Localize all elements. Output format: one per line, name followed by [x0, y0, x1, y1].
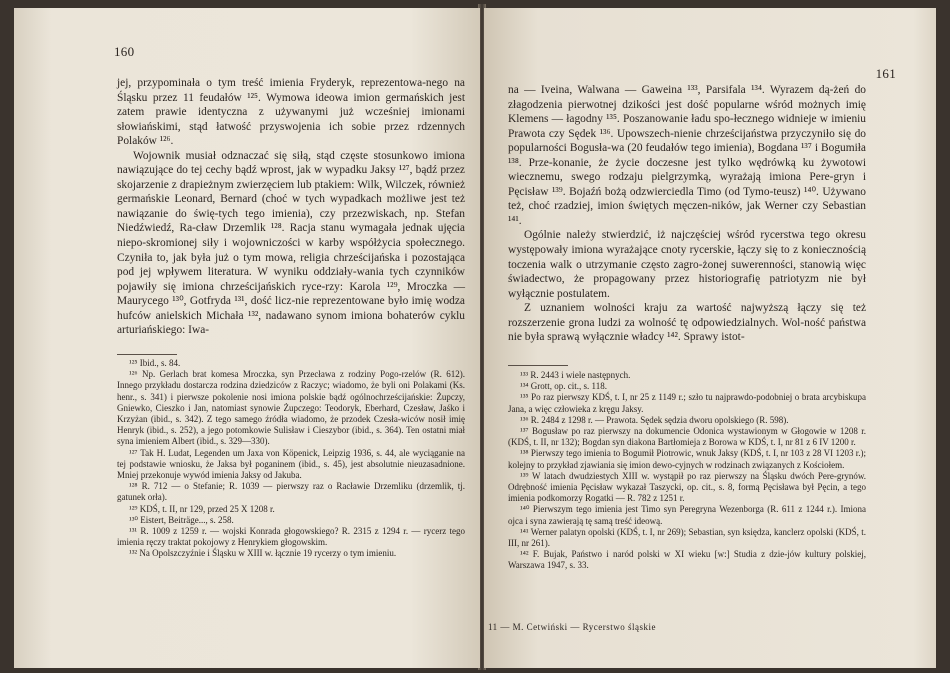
footnote: ¹³⁶ R. 2484 z 1298 r. — Prawota. Sędek sędzia dworu opolskiego (R. 598).: [520, 414, 789, 425]
paragraph: Z uznaniem wolności kraju za wartość najwyższą łączy się też rozszerzenie grona ludzi za wolność tę odpowiedzialnych. Wol-ność państwa nie była sprawą wyłącznie władcy ¹⁴². Sprawy istot-: [508, 302, 866, 344]
footnote: ¹²⁹ KDŚ, t. II, nr 129, przed 25 X 1208 r.: [129, 503, 275, 514]
footnote: ¹³¹ R. 1009 z 1259 r. — wojski Konrada głogowskiego? R. 2315 z 1294 r. — rycerz tego imienia ręczy traktat pokojowy z Henrykiem głogowskim.: [117, 526, 465, 548]
footnote: ¹³⁷ Bogusław po raz pierwszy na dokumencie Odonica wystawionym w Głogowie w 1208 r. (KDŚ, t. II, nr 132); Bogdan syn diakona Bartłomieja z Borowa w KDŚ, t. I, nr 81 z 6 IV 1200 r.: [508, 426, 866, 448]
paragraph: na — Iveina, Walwana — Gaweina ¹³³, Parsifala ¹³⁴. Wyrazem dą-żeń do złagodzenia pierwotnej dzikości jest dość popularne wśród możnych imię Klemens — łagodny ¹³⁵. Poszanowanie ładu spo-łecznego widnieje w imieniu Prawota czy Sędek ¹³⁶. Upowszech-nienie chrześcijaństwa przyczyniło się do popularności Bogusła-wa (20 feudałów tego imienia), Bogdana ¹³⁷ i Bogumiła ¹³⁸. Prze-konanie, że życie doczesne jest tylko wędrówką ku żywotowi wiecznemu, swego rodzaju pielgrzymką, wyrażają imiona Pere-gryn i Pęcisław ¹³⁹. Bojaźń bożą odzwierciedla Timo (od Tymo-teusz) ¹⁴⁰. Używano też, choć rzadziej, imion świętych męczen-ników, jak Werner czy Sebastian ¹⁴¹.: [508, 84, 866, 227]
footnote: ¹³⁴ Grott, op. cit., s. 118.: [520, 381, 607, 392]
footnote: ¹³² Na Opolszczyźnie i Śląsku w XIII w. łącznie 19 rycerzy o tym imieniu.: [129, 548, 397, 559]
paragraph: Wojownik musiał odznaczać się siłą, stąd częste stosunkowo imiona nawiązujące do tej cechy bądź wprost, jak w wypadku Jaksy ¹²⁷, bądź przez skojarzenie z drapieżnym zwierzęciem lub ptakiem: Wilk, Wilczek, również germańskie Leonard, Bernard (choć w tych wypadkach możliwe jest też nawiązanie do świę-tych tego imienia), czy przezwiskach, np. Stefan Niedźwiedź, Ra-cław Drzemlik ¹²⁸. Racja stanu wymagała jednak ujęcia niepo-skromionej siły i wojowniczości w karby współżycia społecznego. Czyniła to, jak była już o tym mowa, religia chrześcijańska i pozostająca pod jej wpływem literatura. W wyniku oddziały-wania tych czynników pojawiły się imiona chrześcijańskich ryce-rzy: Karola ¹²⁹, Mroczka — Maurycego ¹³⁰, Gotfryda ¹³¹, dość licz-nie reprezentowane było imię wodza hufców anielskich Michała ¹³², nadawano synom imiona bohaterów cyklu arturiańskiego: Iwa-: [117, 149, 465, 337]
footnote: ¹³⁰ Eistert, Beiträge..., s. 258.: [129, 514, 234, 525]
footnote: ¹²⁵ Ibid., s. 84.: [129, 358, 181, 368]
paragraph: jej, przypominała o tym treść imienia Fryderyk, reprezentowa-nego na Śląsku przez 11 feudałów ¹²⁵. Wymowa ideowa imion germańskich jest zatem prawie identyczna z używanymi już wcześniej imionami słowiańskimi, stąd łatwość przyswojenia ich sobie przez rdzennych Polaków ¹²⁶.: [117, 77, 465, 148]
body-text: [508, 83, 866, 345]
footnote: ¹²⁶ Np. Gerlach brat komesa Mroczka, syn Przecława z rodziny Pogo-rzelów (R. 612). Innego przykładu dostarcza rodzina dziedziców z Raczyc; wiadomo, że byli oni Polakami (Ks. henr., s. 341) i pierwsze pokolenie nosi imiona polskie bądź ogólnochrześcijańskie: Żupczy, Gniewko, Cieszko i Jan, natomiast synowie Żupczego: Teodoryk, Eberhard, Czesław, Jaśko i Krzyżan (ibid., s. 342). Z tego samego źródła wiadomo, że przodek Czesła-wiców nosił imię Henryk (ibid., s. 252), a jego potomkowie Sulisław i Cieszybor (ibid., s. 364). Ten ostatni miał syna imieniem Albert (ibid., s. 329—330).: [117, 369, 465, 447]
footnote: ¹⁴¹ Werner palatyn opolski (KDŚ, t. I, nr 269); Sebastian, syn księdza, kanclerz opolski (KDŚ, t. III, nr 261).: [508, 526, 866, 549]
body-text: [117, 76, 465, 338]
footnotes: [508, 370, 866, 572]
footnote: ¹³⁵ Po raz pierwszy KDŚ, t. I, nr 25 z 1149 r.; szło tu najprawdo-podobniej o brata arcybiskupa Jana, a więc człowieka z kręgu Jaksy.: [508, 392, 866, 414]
footnote-rule: [117, 354, 177, 355]
footnotes: [117, 358, 465, 560]
printer-signature: 11 — M. Cetwiński — Rycerstwo śląskie: [488, 622, 657, 632]
page-number: 160: [114, 44, 135, 59]
footnote: ¹³⁸ Pierwszy tego imienia to Bogumił Piotrowic, wnuk Jaksy (KDŚ, t. I, nr 103 z 28 VI 1203 r.); kolejny to przykład zjawiania się imion dewo-cyjnych w rodzinach związanych z Kościołem.: [508, 448, 866, 470]
footnote: ¹⁴⁰ Pierwszym tego imienia jest Timo syn Peregryna Wezenborga (R. 611 z 1244 r.). Imiona ojca i syna zawierają tę samą treść ideową.: [508, 504, 866, 526]
footnote-rule: [508, 365, 568, 366]
footnote: ¹³³ R. 2443 i wiele następnych.: [520, 370, 631, 380]
footnote: ¹²⁸ R. 712 — o Stefanie; R. 1039 — pierwszy raz o Racławie Drzemliku (drzemlik, tj. gatunek orła).: [117, 481, 465, 503]
footnote: ¹⁴² F. Bujak, Państwo i naród polski w XI wieku [w:] Studia z dzie-jów kultury polskiej, Warszawa 1947, s. 33.: [508, 549, 866, 571]
paragraph: Ogólnie należy stwierdzić, iż najczęściej wśród rycerstwa tego okresu występowały imiona wyrażające cnoty rycerskie, łączy się to z koniecznością toczenia walk o utrzymanie często zagro-żonej suwerenności, stanowią więc świadectwo, że propagowany przez historiografię patriotyzm nie był wyłącznie postulatem.: [508, 229, 866, 300]
footnote: ¹²⁷ Tak H. Ludat, Legenden um Jaxa von Köpenick, Leipzig 1936, s. 44, ale wyciąganie na tej podstawie wniosku, że Jaksa był poganinem (ibid., s. 45), jest absolutnie nieuzasadnione. Mniej przekonuje wywód imienia Jaksy od Jakuba.: [117, 447, 465, 481]
right-page: [484, 8, 936, 668]
left-page: [14, 8, 480, 668]
page-number: 161: [875, 66, 896, 81]
footnote: ¹³⁹ W latach dwudziestych XIII w. wystąpił po raz pierwszy na Śląsku dwóch Pere-grynów. Odrębność imienia Pęcisław wykazał Taszycki, op. cit., s. 8, formą Pęcisława był Pęcin, a tego imienia podkomorzy Rogatki — R. 782 z 1251 r.: [508, 470, 866, 504]
